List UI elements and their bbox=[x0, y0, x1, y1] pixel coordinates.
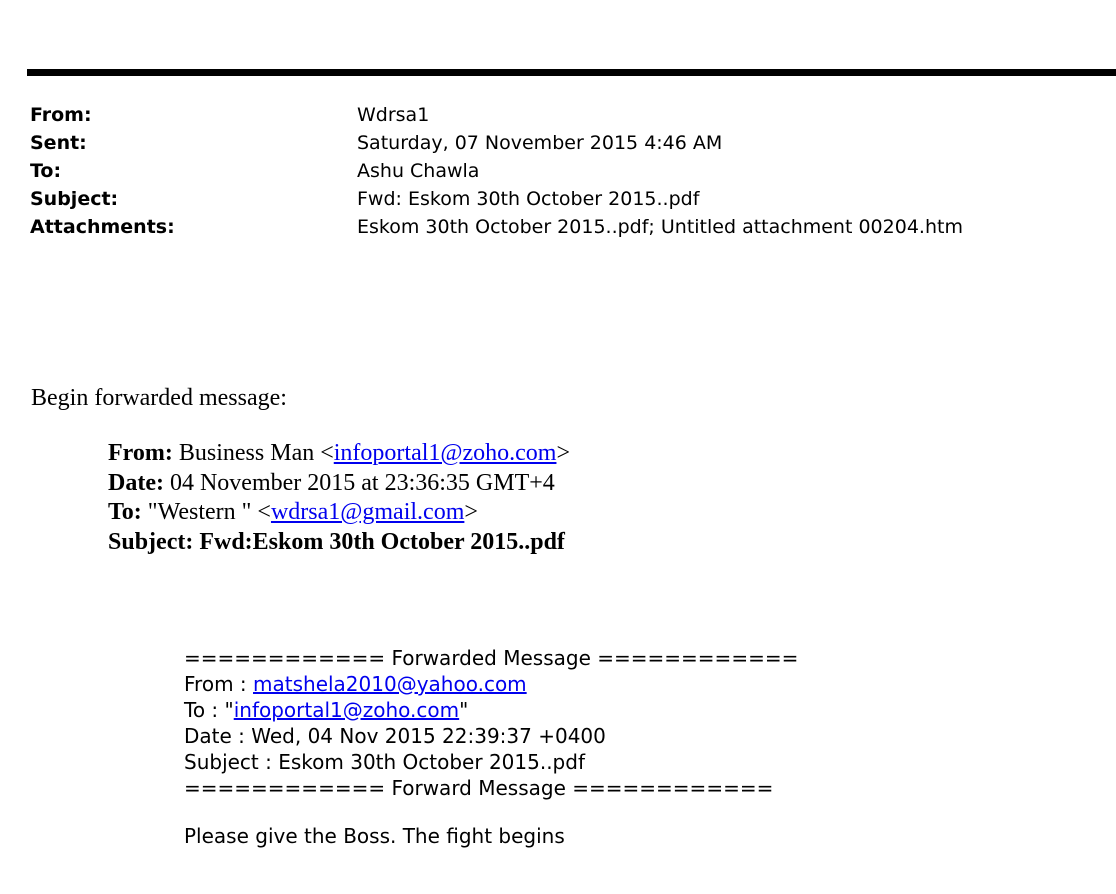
inner-subject-line: Subject : Eskom 30th October 2015..pdf bbox=[184, 750, 585, 774]
subject-label: Subject: bbox=[30, 188, 119, 210]
forwarded-from-close: > bbox=[556, 440, 571, 466]
forwarded-to-label: To: bbox=[108, 499, 142, 525]
attachments-label: Attachments: bbox=[30, 216, 175, 238]
forwarded-to-email-link[interactable]: wdrsa1@gmail.com bbox=[270, 499, 465, 525]
to-value: Ashu Chawla bbox=[357, 160, 480, 182]
sent-label: Sent: bbox=[30, 132, 87, 154]
inner-to-prefix: To : " bbox=[184, 698, 234, 722]
forwarded-from-line bbox=[108, 439, 570, 469]
inner-from-line bbox=[184, 671, 798, 697]
attachments-value: Eskom 30th October 2015..pdf; Untitled attachment 00204.htm bbox=[357, 216, 963, 238]
inner-to-email-link[interactable]: infoportal1@zoho.com bbox=[233, 698, 460, 722]
inner-date-line: Date : Wed, 04 Nov 2015 22:39:37 +0400 bbox=[184, 724, 606, 748]
forwarded-header bbox=[108, 439, 570, 557]
inner-from-email-link[interactable]: matshela2010@yahoo.com bbox=[253, 672, 527, 696]
begin-forwarded-text: Begin forwarded message: bbox=[31, 385, 287, 411]
header-divider bbox=[27, 69, 1116, 76]
inner-to-line bbox=[184, 697, 798, 723]
inner-bottom-banner: ============ Forward Message ============ bbox=[184, 776, 774, 800]
forwarded-to-close: > bbox=[464, 499, 478, 525]
forwarded-to-name: "Western " < bbox=[141, 499, 271, 525]
forwarded-date-value: 04 November 2015 at 23:36:35 GMT+4 bbox=[163, 469, 555, 496]
subject-value: Fwd: Eskom 30th October 2015..pdf bbox=[357, 188, 700, 210]
sent-value: Saturday, 07 November 2015 4:46 AM bbox=[357, 132, 723, 154]
inner-forwarded-message bbox=[184, 645, 798, 849]
inner-from-prefix: From : bbox=[184, 672, 254, 696]
inner-body-text: Please give the Boss. The fight begins bbox=[184, 824, 565, 848]
forwarded-from-label: From: bbox=[108, 440, 173, 466]
forwarded-date-label: Date: bbox=[108, 469, 164, 496]
inner-spacer bbox=[184, 801, 798, 823]
inner-top-banner: ============ Forwarded Message ============ bbox=[184, 646, 799, 670]
from-value: Wdrsa1 bbox=[357, 104, 430, 126]
forwarded-subject-line bbox=[108, 528, 570, 558]
from-label: From: bbox=[30, 104, 92, 126]
forwarded-subject-text: Subject: Fwd:Eskom 30th October 2015..pdf bbox=[108, 528, 565, 555]
forwarded-from-email-link[interactable]: infoportal1@zoho.com bbox=[333, 440, 557, 466]
forwarded-from-name: Business Man < bbox=[172, 440, 334, 466]
forwarded-to-line bbox=[108, 498, 570, 528]
forwarded-date-line bbox=[108, 469, 570, 499]
inner-to-suffix: " bbox=[459, 698, 469, 722]
to-label: To: bbox=[30, 160, 62, 182]
